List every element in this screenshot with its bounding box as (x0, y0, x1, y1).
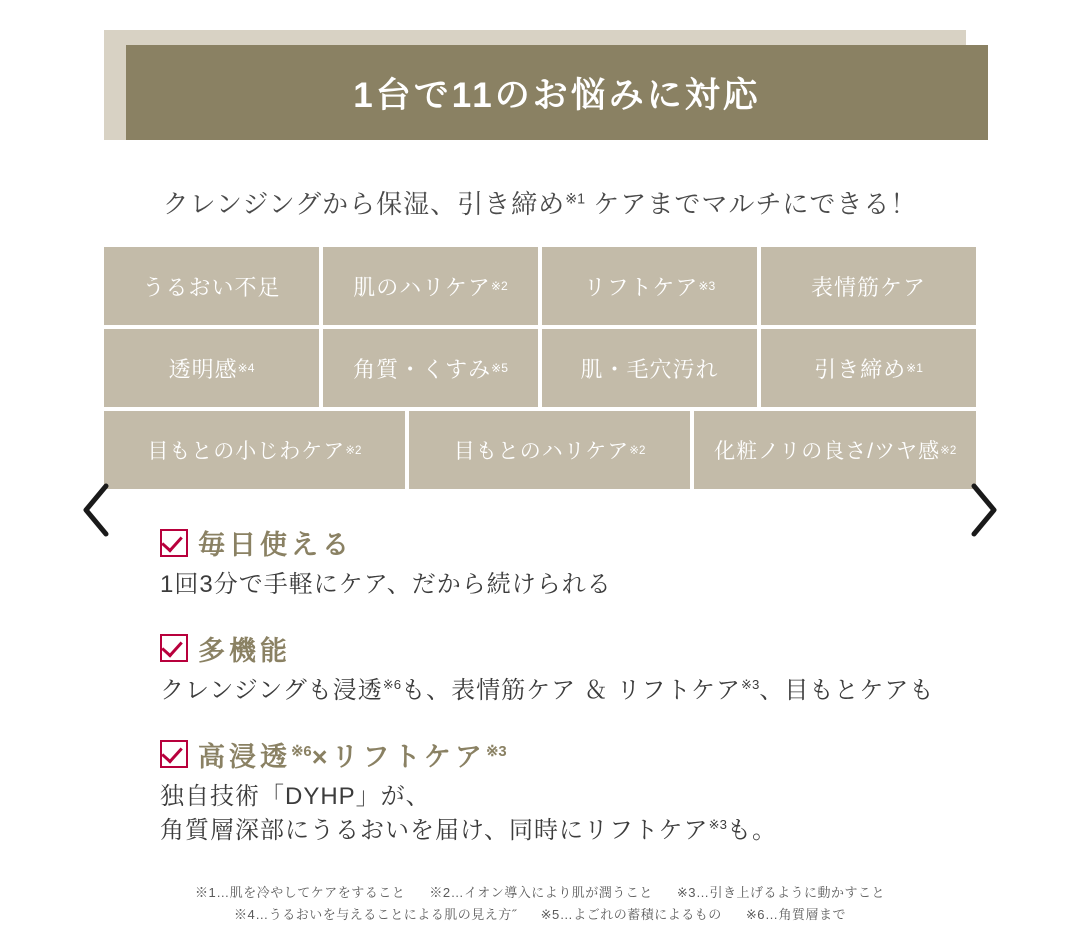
feature-title-tail-footnote-marker: ※3 (485, 743, 507, 760)
feature-footnote-marker: ※6 (382, 676, 402, 692)
feature-description-line2 (160, 814, 1020, 849)
feature-description-line1: 独自技術「DYHP」が、 (160, 782, 431, 810)
tag-label: 表情筋ケア (810, 274, 926, 300)
chevron-left-icon[interactable] (78, 480, 112, 540)
footnote-item: ※1…肌を冷やしてケアをすること (195, 884, 406, 900)
feature-title-footnote-marker: ※6 (291, 743, 312, 760)
tag-label: 目もとのハリケア (453, 440, 630, 463)
tag-row-3 (104, 411, 976, 489)
banner-main-layer (126, 45, 988, 140)
feature-description-line2-tail: も。 (726, 817, 777, 845)
tag-item[interactable] (761, 329, 976, 407)
feature-item-daily (160, 523, 1020, 603)
feature-description-line2-text: 角質層深部にうるおいを届け、同時にリフトケア (160, 817, 709, 845)
tag-item[interactable] (542, 247, 757, 325)
tag-row-1 (104, 247, 976, 325)
tag-item[interactable] (323, 247, 538, 325)
feature-heading (160, 735, 1020, 774)
tag-item[interactable] (104, 247, 319, 325)
tag-footnote-marker: ※2 (629, 445, 646, 457)
footnote-line-1 (0, 882, 1080, 904)
tag-item[interactable] (104, 411, 405, 489)
header-banner (0, 0, 1080, 160)
tag-label: リフトケア (583, 274, 699, 300)
footnote-item: ※4…うるおいを与えることによる肌の見え方˝ (233, 906, 517, 922)
tag-footnote-marker: ※2 (345, 445, 362, 457)
chevron-right-icon[interactable] (968, 480, 1002, 540)
feature-title-tail: ×リフトケア (311, 741, 486, 772)
tag-label: 化粧ノリの良さ/ツヤ感 (714, 440, 941, 463)
tag-label: 肌のハリケア (353, 274, 491, 300)
tag-label: 引き締め (814, 356, 907, 382)
feature-description-part2: も、表情筋ケア ＆ リフトケア (401, 676, 741, 704)
feature-title: 毎日使える (198, 530, 353, 560)
lead-sentence (0, 184, 1080, 221)
tag-label: 透明感 (168, 356, 238, 382)
feature-description (160, 780, 1020, 850)
feature-item-penetration (160, 735, 1020, 850)
tag-footnote-marker: ※5 (491, 361, 508, 375)
tag-item[interactable] (542, 329, 757, 407)
tag-footnote-marker: ※4 (237, 361, 255, 375)
tag-item[interactable] (323, 329, 538, 407)
feature-heading (160, 629, 1020, 668)
feature-footnote-marker: ※3 (708, 817, 727, 833)
tag-footnote-marker: ※3 (698, 279, 716, 293)
tag-item[interactable] (694, 411, 976, 489)
tag-footnote-marker: ※1 (906, 361, 923, 375)
feature-title-main: 高浸透 (198, 741, 291, 772)
feature-title: 多機能 (198, 635, 291, 666)
concern-tag-grid (0, 247, 1080, 489)
footnote-item: ※3…引き上げるように動かすこと (676, 884, 885, 900)
checkbox-checked-icon (160, 529, 188, 557)
tag-label: 角質・くすみ (353, 356, 492, 382)
lead-text-before: クレンジングから保湿、引き締め (162, 189, 566, 219)
checkbox-checked-icon (160, 634, 188, 662)
feature-footnote-marker: ※3 (740, 676, 760, 692)
footnotes (0, 882, 1080, 926)
footnote-item: ※5…よごれの蓄積によるもの (540, 906, 722, 922)
tag-row-2 (104, 329, 976, 407)
footnote-item: ※6…角質層まで (745, 906, 847, 922)
feature-description-text: 1回3分で手軽にケア、だから続けられる (160, 571, 612, 598)
tag-label: うるおい不足 (142, 274, 281, 300)
tag-item[interactable] (104, 329, 319, 407)
tag-footnote-marker: ※2 (490, 279, 508, 293)
checkbox-checked-icon (160, 740, 188, 768)
tag-label: 肌・毛穴汚れ (580, 356, 719, 382)
tag-label: 目もとの小じわケア (147, 440, 346, 463)
footnote-item: ※2…イオン導入により肌が潤うこと (429, 884, 653, 900)
tag-item[interactable] (761, 247, 976, 325)
feature-list (0, 523, 1080, 849)
feature-description (160, 674, 1020, 709)
lead-text-after: ケアまでマルチにできる！ (585, 189, 918, 219)
feature-description (160, 568, 1020, 603)
footnote-line-2 (0, 904, 1080, 926)
tag-footnote-marker: ※2 (940, 445, 957, 457)
feature-description-part1: クレンジングも浸透 (160, 676, 383, 704)
tag-item[interactable] (409, 411, 691, 489)
feature-heading (160, 523, 1020, 562)
lead-footnote-marker: ※1 (565, 191, 586, 208)
page-title: 1台で11のお悩みに対応 (353, 75, 761, 115)
feature-title (198, 735, 507, 774)
feature-description-part3: 、目もとケアも (759, 676, 935, 704)
feature-item-multifunction (160, 629, 1020, 709)
